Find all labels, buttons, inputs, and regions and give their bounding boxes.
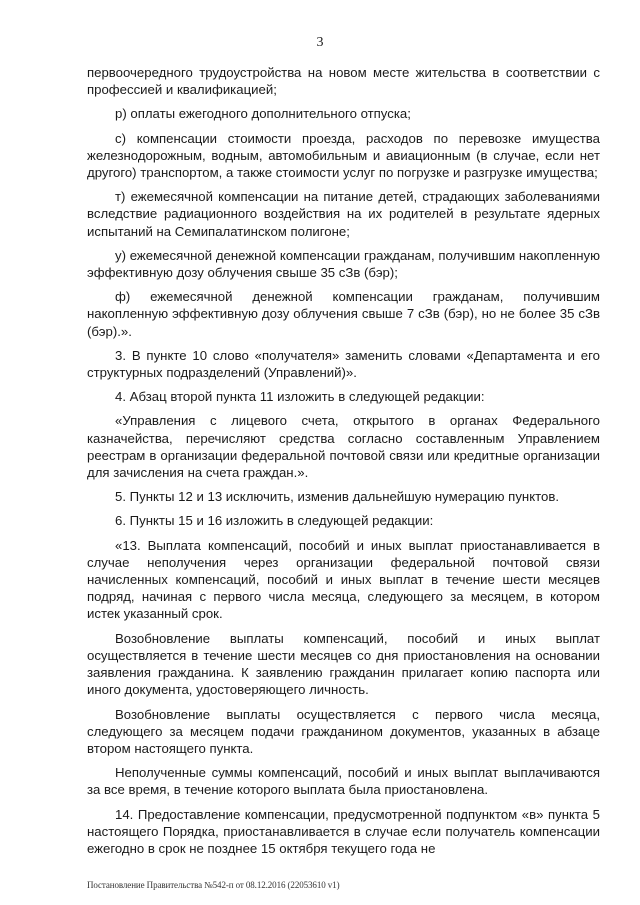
paragraph: 3. В пункте 10 слово «получателя» заменить словами «Департамента и его структурных подразделений (Управлений)». [87,347,600,381]
paragraph: у) ежемесячной денежной компенсации гражданам, получившим накопленную эффективную дозу облучения свыше 35 сЗв (бэр); [87,247,600,281]
paragraph: 14. Предоставление компенсации, предусмотренной подпунктом «в» пункта 5 настоящего Порядка, приостанавливается в случае если получатель компенсации ежегодно в срок не позднее 15 октября текущего года не [87,806,600,856]
paragraph: ф) ежемесячной денежной компенсации гражданам, получившим накопленную эффективную дозу облучения свыше 7 сЗв (бэр), но не более 35 сЗв (бэр).». [87,289,600,339]
paragraph: первоочередного трудоустройства на новом месте жительства в соответствии с профессией и квалификацией; [87,65,600,98]
page-number: 3 [316,35,324,50]
paragraph: с) компенсации стоимости проезда, расходов по перевозке имущества железнодорожным, водным, автомобильным и авиационным (в случае, если нет другого) транспортом, а также стоимости услуг по погрузке и разгрузке имущества; [87,130,600,181]
document-body [87,64,600,864]
paragraph: «13. Выплата компенсаций, пособий и иных выплат приостанавливается в случае неполучения через организации федеральной почтовой связи начисленных компенсаций, пособий и иных выплат в течение шести месяцев подряд, начиная с первого числа месяца, следующего за месяцем, в котором истек указанный срок. [87,537,600,622]
paragraph: 6. Пункты 15 и 16 изложить в следующей редакции: [115,513,434,529]
paragraph: Возобновление выплаты осуществляется с первого числа месяца, следующего за месяцем подачи гражданином документов, указанных в абзаце втором настоящего пункта. [87,706,600,756]
paragraph: «Управления с лицевого счета, открытого в органах Федерального казначейства, перечисляют средства согласно составленным Управлением реестрам в организации федеральной почтовой связи или кредитные организации для зачисления на счета граждан.». [87,413,600,481]
paragraph: Возобновление выплаты компенсаций, пособий и иных выплат осуществляется в течение шести месяцев со дня приостановления на основании заявления гражданина. К заявлению гражданин прилагает копию паспорта или иного документа, удостоверяющего личность. [87,630,600,698]
paragraph: 5. Пункты 12 и 13 исключить, изменив дальнейшую нумерацию пунктов. [115,489,560,505]
paragraph: 4. Абзац второй пункта 11 изложить в следующей редакции: [115,389,485,405]
paragraph: т) ежемесячной компенсации на питание детей, страдающих заболеваниями вследствие радиационного воздействия на их родителей в результате ядерных испытаний на Семипалатинском полигоне; [87,189,600,239]
paragraph: Неполученные суммы компенсаций, пособий и иных выплат выплачиваются за все время, в течение которого выплата была приостановлена. [87,765,600,798]
document-footer: Постановление Правительства №542-п от 08.12.2016 (22053610 v1) [87,880,340,890]
paragraph: р) оплаты ежегодного дополнительного отпуска; [115,106,411,122]
